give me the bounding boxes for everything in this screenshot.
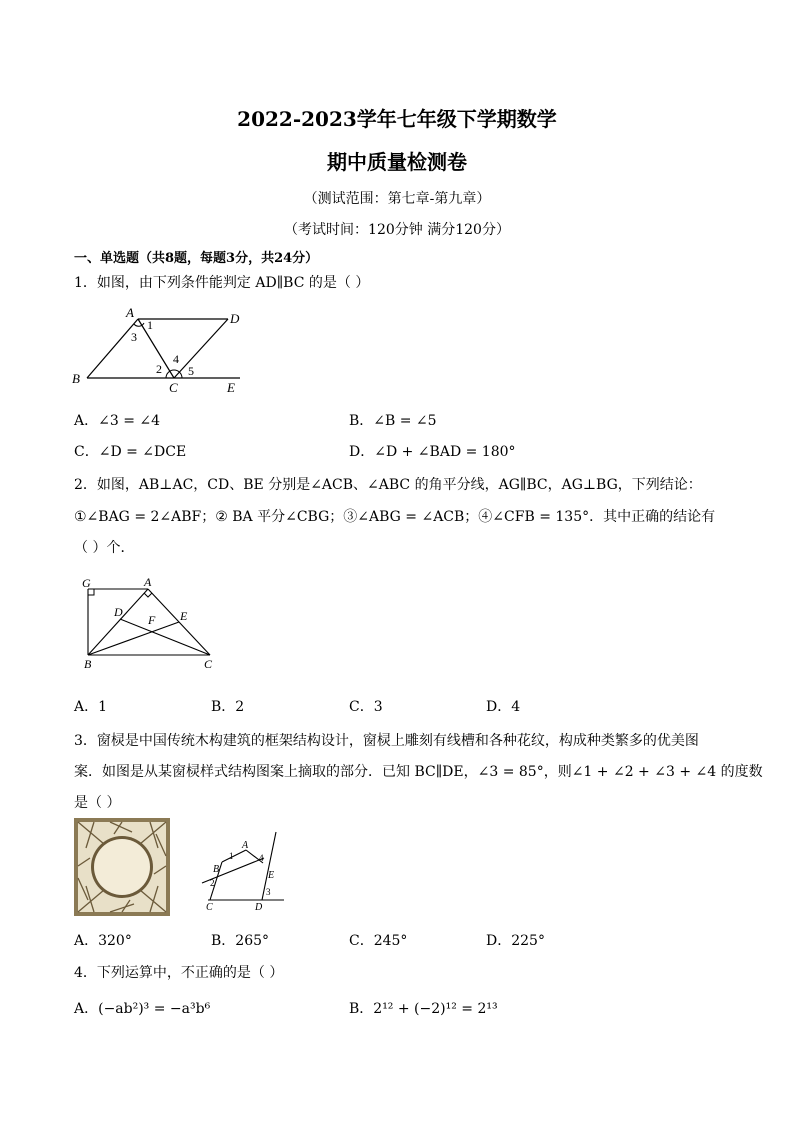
q2-option-b[interactable]: B．2	[211, 699, 245, 715]
q3-angle-3: 3	[266, 887, 271, 897]
q1-option-c[interactable]: C．∠D = ∠DCE	[74, 444, 187, 460]
q3-stem-line1: 3．窗棂是中国传统木构建筑的框架结构设计，窗棂上雕刻有线槽和各种花纹，构成种类繁多的优美图	[74, 733, 699, 749]
window-lattice-image	[74, 818, 170, 916]
q1-label-e: E	[227, 380, 235, 395]
q3-figure	[198, 828, 288, 910]
q2-stem-line3: （ ）个．	[74, 540, 135, 556]
q1-option-a[interactable]: A．∠3 = ∠4	[74, 413, 161, 429]
q4-option-a[interactable]: A．(−ab²)³ = −a³b⁶	[74, 1001, 211, 1017]
q3-stem-line2: 案．如图是从某窗棂样式结构图案上摘取的部分．已知 BC∥DE，∠3 = 85°，则∠1 + ∠2 + ∠3 + ∠4 的度数	[74, 764, 763, 780]
q2-label-g: G	[82, 576, 91, 590]
q3-label-b: B	[213, 864, 220, 875]
q3-option-b[interactable]: B．265°	[211, 933, 270, 949]
q1-angle-2: 2	[156, 362, 162, 376]
q3-label-e: E	[268, 870, 275, 881]
q2-label-d: D	[114, 605, 123, 619]
q2-label-a: A	[144, 575, 152, 589]
q2-label-f: F	[148, 613, 156, 627]
q1-figure	[70, 305, 250, 395]
exam-scope: （测试范围：第七章-第九章）	[303, 191, 491, 207]
q1-angle-3: 3	[131, 330, 137, 344]
exam-time: （考试时间：120分钟 满分120分）	[284, 222, 510, 238]
q1-angle-5: 5	[188, 364, 194, 378]
exam-title-line2: 期中质量检测卷	[327, 150, 467, 174]
q2-option-a[interactable]: A．1	[74, 699, 108, 715]
q1-label-b: B	[72, 371, 80, 386]
q2-option-c[interactable]: C．3	[349, 699, 383, 715]
q4-option-b[interactable]: B．2¹² + (−2)¹² = 2¹³	[349, 1001, 498, 1017]
q3-option-a[interactable]: A．320°	[74, 933, 132, 949]
q3-angle-1: 1	[229, 851, 234, 861]
q3-angle-4: 4	[259, 853, 264, 863]
section-heading: 一、单选题（共8题，每题3分，共24分）	[74, 251, 319, 266]
q1-angle-4: 4	[173, 352, 179, 366]
q2-option-d[interactable]: D．4	[486, 699, 521, 715]
q3-option-d[interactable]: D．225°	[486, 933, 545, 949]
q1-label-d: D	[230, 311, 240, 326]
q2-stem-line2: ①∠BAG = 2∠ABF；② BA 平分∠CBG；③∠ABG = ∠ACB；④∠CFB = 135°．其中正确的结论有	[74, 509, 716, 525]
q1-label-c: C	[169, 380, 178, 395]
q4-stem: 4．下列运算中，不正确的是（ ）	[74, 965, 284, 981]
q2-figure	[78, 573, 218, 673]
q3-option-c[interactable]: C．245°	[349, 933, 408, 949]
q1-label-a: A	[126, 305, 134, 320]
exam-title-line1: 2022-2023学年七年级下学期数学	[237, 107, 557, 131]
q3-angle-2: 2	[210, 878, 215, 888]
q2-label-c: C	[204, 657, 213, 671]
q3-stem-line3: 是（ ）	[74, 795, 121, 811]
q3-label-a: A	[242, 840, 249, 851]
q1-angle-1: 1	[147, 318, 153, 332]
q1-stem: 1．如图，由下列条件能判定 AD∥BC 的是（ ）	[74, 275, 370, 291]
q2-label-e: E	[180, 609, 188, 623]
q3-label-d: D	[255, 902, 263, 910]
q2-stem-line1: 2．如图，AB⊥AC，CD、BE 分别是∠ACB、∠ABC 的角平分线，AG∥BC，AG⊥BG，下列结论：	[74, 477, 702, 493]
q1-option-d[interactable]: D．∠D + ∠BAD = 180°	[349, 444, 516, 460]
q2-label-b: B	[84, 657, 92, 671]
q1-option-b[interactable]: B．∠B = ∠5	[349, 413, 437, 429]
q3-label-c: C	[206, 902, 213, 910]
